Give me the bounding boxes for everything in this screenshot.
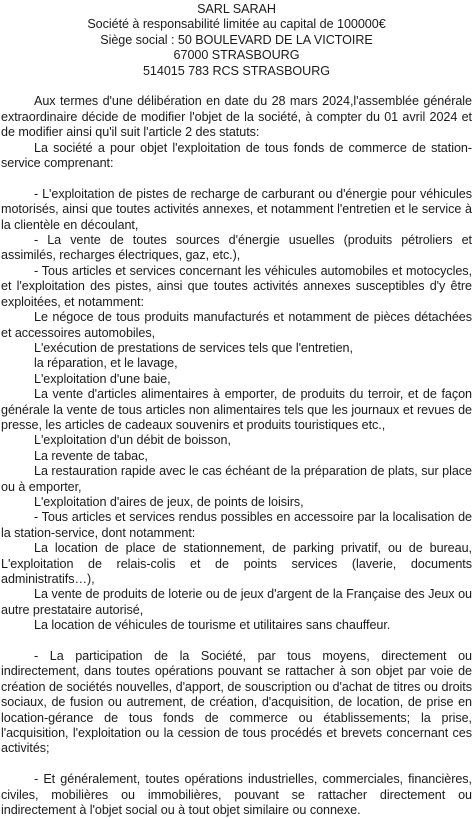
spacer (1, 79, 472, 94)
paragraph-item: - Tous articles et services rendus possibles en accessoire par la localisation de la station-service, dont notamment: (1, 510, 472, 540)
paragraph-item: L'exploitation d'un débit de boisson, (34, 433, 231, 448)
paragraph-item: L'exploitation d'une baie, (34, 371, 171, 386)
paragraph-item: la réparation, et le lavage, (34, 356, 178, 371)
paragraph-item: L'exploitation d'aires de jeux, de points de loisirs, (34, 494, 304, 509)
paragraph-item: - La vente de toutes sources d'énergie usuelles (produits pétroliers et assimilés, recharges électriques, gaz, etc.), (1, 233, 472, 263)
paragraph-item: La vente d'articles alimentaires à emporter, de produits du terroir, et de façon générale la vente de tous articles non alimentaires tels que les journaux et revues de presse, les articles de cadeaux souvenirs et produits touristiques etc., (1, 387, 472, 432)
notice-body (1, 94, 472, 818)
paragraph-item: La location de place de stationnement, de parking privatif, ou de bureau, L'exploitation de relais-colis et de points services (laverie, documents administratifs…), (1, 541, 472, 586)
paragraph-item: Le négoce de tous produits manufacturés et notamment de pièces détachées et accessoires automobiles, (1, 310, 472, 340)
paragraph-item: La restauration rapide avec le cas échéant de la préparation de plats, sur place ou à emporter, (1, 464, 472, 494)
paragraph-item: L'exécution de prestations de services tels que l'entretien, (34, 340, 353, 355)
company-name: SARL SARAH (197, 2, 276, 16)
paragraph-item: La vente de produits de loterie ou de jeux d'argent de la Française des Jeux ou autre prestataire autorisé, (1, 587, 472, 617)
paragraph-item: La location de véhicules de tourisme et utilitaires sans chauffeur. (34, 618, 391, 633)
company-form: Société à responsabilité limitée au capital de 100000€ (87, 17, 386, 32)
paragraph-object: La société a pour objet l'exploitation de tous fonds de commerce de station-service comprenant: (1, 140, 472, 171)
notice-header (1, 2, 472, 79)
paragraph-item: - L'exploitation de pistes de recharge de carburant ou d'énergie pour véhicules motorisés, ainsi que toutes activités annexes, et notamment l'entretien et le service à la clientèle en découlant, (1, 186, 472, 232)
spacer (1, 634, 472, 649)
paragraph-item: - Tous articles et services concernant les véhicules automobiles et motocycles, et l'exploitation des pistes, ainsi que toutes activités annexes susceptibles d'y être exploitées, et notamment: (1, 263, 472, 309)
rcs-number: 514015 783 RCS STRASBOURG (142, 63, 331, 78)
spacer (1, 171, 472, 186)
spacer (1, 757, 472, 772)
registered-office: Siège social : 50 BOULEVARD DE LA VICTOIRE (100, 32, 373, 47)
paragraph-intro: Aux termes d'une délibération en date du 28 mars 2024,l'assemblée générale extraordinaire décide de modifier l'objet de la société, à compter du 01 avril 2024 et de modifier ainsi qu'il suit l'article 2 des statuts: (1, 94, 472, 140)
paragraph-item: La revente de tabac, (34, 448, 148, 463)
paragraph-participation: - La participation de la Société, par tous moyens, directement ou indirectement, dans toutes opérations pouvant se rattacher à son objet par voie de création de sociétés nouvelles, d'apport, de souscription ou d'achat de titres ou droits sociaux, de fusion ou autrement, de création, d'acquisition, de location, de prise en location-gérance de tous fonds de commerce ou établissements; la prise, l'acquisition, l'exploitation ou la cession de tous procédés et brevets concernant ces activités; (1, 649, 472, 756)
postal-city: 67000 STRASBOURG (173, 48, 300, 63)
paragraph-general: - Et généralement, toutes opérations industrielles, commerciales, financières, civiles, mobilières ou immobilières, pouvant se rattacher directement ou indirectement à l'objet social ou à tout objet similaire ou connexe. (1, 772, 472, 818)
